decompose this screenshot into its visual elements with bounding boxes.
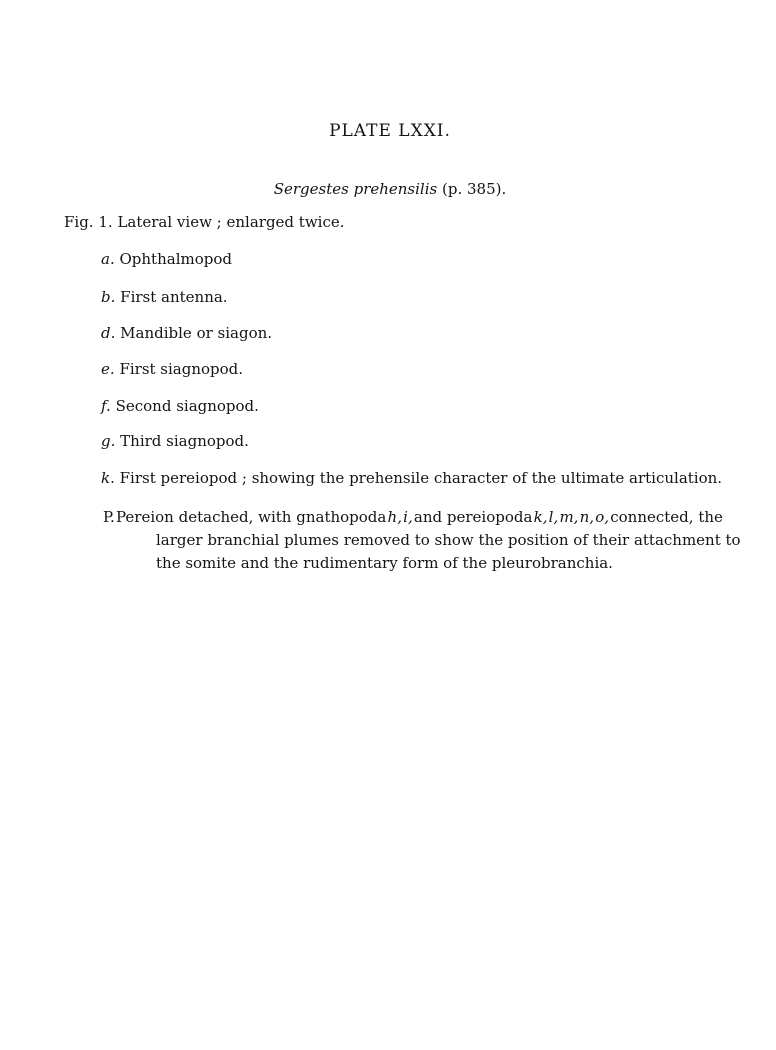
legend-text: Third siagnopod.: [120, 432, 249, 450]
pereiopod-letter: m,: [559, 508, 579, 526]
legend-text: First siagnopod.: [119, 360, 244, 378]
legend-text: Ophthalmopod: [119, 250, 232, 268]
legend-item: [101, 360, 243, 378]
legend-letter: g.: [101, 432, 116, 450]
species-heading: [0, 180, 776, 198]
plate-title: PLATE LXXI.: [329, 121, 451, 141]
pereion-description: [103, 506, 741, 575]
legend-item: [101, 250, 232, 268]
pereion-line-2: larger branchial plumes removed to show the position of their attachment to: [156, 531, 741, 549]
gnathopod-letter: h,: [387, 508, 402, 526]
pereion-line-3: the somite and the rudimentary form of the pleurobranchia.: [156, 554, 613, 572]
pereion-line-1: [103, 506, 723, 529]
legend-letter: d.: [101, 324, 116, 342]
legend-letter: k.: [101, 469, 115, 487]
pereiopod-letter: n,: [579, 508, 595, 526]
pereion-text: connected, the: [610, 508, 723, 526]
legend-item: [101, 288, 228, 306]
legend-text: First antenna.: [120, 288, 228, 306]
page-reference: (p. 385).: [442, 180, 507, 198]
legend-letter: e.: [101, 360, 115, 378]
pereion-label: P.: [103, 508, 115, 526]
figure-description: Lateral view ; enlarged twice.: [117, 213, 345, 231]
gnathopod-letter: i,: [403, 508, 413, 526]
legend-item: [101, 432, 249, 450]
pereion-text: and pereiopoda: [413, 508, 533, 526]
figure-caption: [64, 213, 345, 231]
pereiopod-letter: l,: [548, 508, 559, 526]
pereion-text: Pereion detached, with gnathopoda: [116, 508, 387, 526]
legend-letter: f.: [101, 397, 111, 415]
legend-text: Second siagnopod.: [115, 397, 259, 415]
legend-text: First pereiopod ; showing the prehensile character of the ultimate articulation.: [119, 469, 723, 487]
legend-item: [101, 469, 722, 487]
legend-text: Mandible or siagon.: [120, 324, 273, 342]
pereiopod-letter: o,: [595, 508, 610, 526]
legend-item: [101, 397, 259, 415]
legend-letter: a.: [101, 250, 115, 268]
figure-label: Fig. 1.: [64, 213, 113, 231]
pereiopod-letter: k,: [533, 508, 548, 526]
legend-item: [101, 324, 272, 342]
species-name: Sergestes prehensilis: [273, 180, 438, 198]
legend-letter: b.: [101, 288, 116, 306]
